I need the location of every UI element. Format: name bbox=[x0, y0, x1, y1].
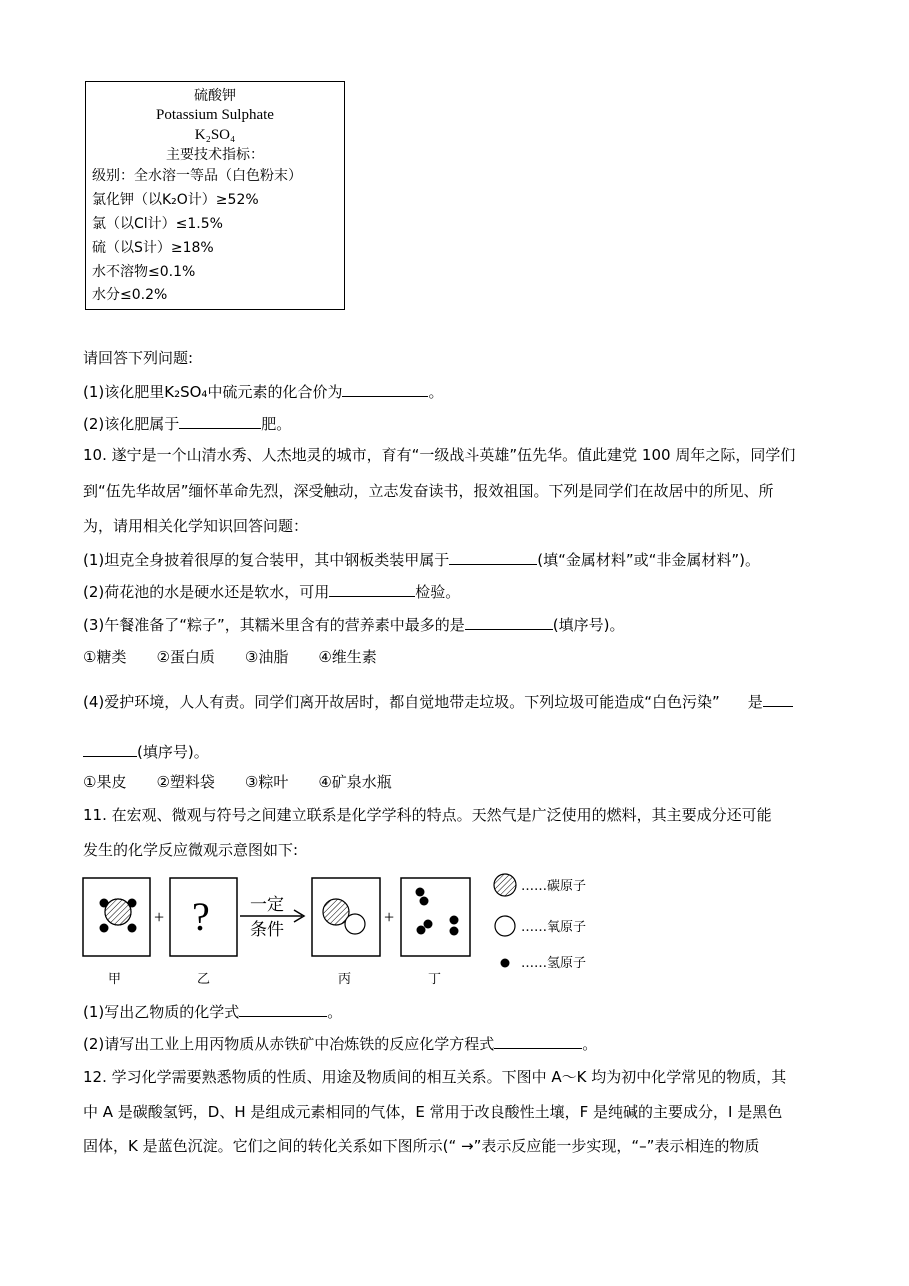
reaction-diagram bbox=[80, 868, 600, 988]
label-name-cn: 硫酸钾 bbox=[194, 88, 236, 104]
q11-part1-text: (1)写出乙物质的化学式 bbox=[83, 1003, 240, 1021]
label-spec: 氯（以Cl计）≤1.5% bbox=[92, 216, 223, 232]
fertilizer-label bbox=[85, 81, 345, 310]
label-heading: 主要技术指标： bbox=[166, 147, 264, 163]
q9-part2-text: (2)该化肥属于 bbox=[83, 415, 180, 433]
label-spec: 氯化钾（以K₂O计）≥52% bbox=[92, 192, 259, 208]
q11-part1-end: 。 bbox=[327, 1003, 343, 1021]
option: ②塑料袋 bbox=[156, 773, 215, 791]
q10-part1 bbox=[83, 548, 760, 571]
answer-blank[interactable] bbox=[342, 380, 428, 397]
answer-blank[interactable] bbox=[329, 580, 415, 597]
answer-blank[interactable] bbox=[763, 690, 793, 707]
q12-stem-line: 固体，K 是蓝色沉淀。它们之间的转化关系如下图所示(“ →”表示反应能一步实现，“–”表示相连的物质 bbox=[83, 1137, 760, 1155]
q9-part1-text: (1)该化肥里K₂SO₄中硫元素的化合价为 bbox=[83, 383, 343, 401]
label-yi: 乙 bbox=[197, 972, 211, 987]
q10-part4-cont bbox=[83, 740, 209, 763]
condition-top: 一定 bbox=[250, 895, 284, 915]
q11-stem-line: 发生的化学反应微观示意图如下: bbox=[83, 841, 299, 859]
label-jia: 甲 bbox=[108, 972, 122, 987]
q12-stem-line: 12. 学习化学需要熟悉物质的性质、用途及物质间的相互关系。下图中 A～K 均为初中化学常见的物质，其 bbox=[83, 1068, 787, 1086]
q11-part2 bbox=[83, 1032, 597, 1055]
q11-part2-text: (2)请写出工业上用丙物质从赤铁矿中冶炼铁的反应化学方程式 bbox=[83, 1035, 495, 1053]
q10-part4-text: (4)爱护环境，人人有责。同学们离开故居时，都自觉地带走垃圾。下列垃圾可能造成“白色污染” bbox=[83, 693, 720, 711]
option: ④维生素 bbox=[318, 648, 377, 666]
condition-bottom: 条件 bbox=[250, 920, 284, 940]
q9-part2 bbox=[83, 412, 291, 435]
q9-part1 bbox=[83, 380, 443, 403]
label-bing: 丙 bbox=[338, 972, 352, 987]
q10-part3-text: (3)午餐准备了“粽子”，其糯米里含有的营养素中最多的是 bbox=[83, 616, 465, 634]
label-spec: 硫（以S计）≥18% bbox=[92, 240, 214, 256]
answer-blank[interactable] bbox=[179, 412, 261, 429]
q10-part3-options bbox=[83, 646, 377, 668]
label-formula: K₂SO₄ bbox=[194, 127, 236, 143]
q10-stem-line: 为，请用相关化学知识回答问题： bbox=[83, 517, 309, 535]
box-ding bbox=[401, 878, 470, 956]
label-spec: 级别：全水溶一等品（白色粉末） bbox=[92, 168, 302, 184]
label-spec: 水不溶物≤0.1% bbox=[92, 264, 196, 280]
hydrogen-atom-icon bbox=[501, 959, 510, 968]
q10-stem-line: 到“伍先华故居”缅怀革命先烈，深受触动，立志发奋读书，报效祖国。下列是同学们在故居中的所见、所 bbox=[83, 482, 774, 500]
oxygen-atom-icon bbox=[495, 916, 515, 936]
answer-blank[interactable] bbox=[239, 1000, 327, 1017]
q9-intro: 请回答下列问题: bbox=[83, 349, 194, 367]
label-spec: 水分≤0.2% bbox=[92, 287, 168, 303]
co-molecule bbox=[323, 899, 365, 934]
q10-part2-text: (2)荷花池的水是硬水还是软水，可用 bbox=[83, 583, 330, 601]
option: ①糖类 bbox=[83, 648, 127, 666]
unknown-mark: ? bbox=[192, 894, 210, 939]
q11-part1 bbox=[83, 1000, 342, 1023]
answer-blank[interactable] bbox=[449, 548, 537, 565]
option: ③粽叶 bbox=[244, 773, 289, 791]
plus-sign: + bbox=[384, 907, 395, 927]
carbon-atom-icon bbox=[494, 874, 516, 896]
answer-blank[interactable] bbox=[83, 740, 137, 757]
q10-part1-text: (1)坦克全身披着很厚的复合装甲，其中钢板类装甲属于 bbox=[83, 551, 450, 569]
q10-part4-end: (填序号)。 bbox=[137, 743, 209, 761]
q9-part2-end: 肥。 bbox=[261, 415, 292, 433]
q12-stem-line: 中 A 是碳酸氢钙，D、H 是组成元素相同的气体，E 常用于改良酸性土壤，F 是纯碱的主要成分，I 是黑色 bbox=[83, 1103, 783, 1121]
answer-blank[interactable] bbox=[494, 1032, 582, 1049]
option: ①果皮 bbox=[83, 773, 127, 791]
q10-part1-end: (填“金属材料”或“非金属材料”)。 bbox=[537, 551, 761, 569]
answer-blank[interactable] bbox=[465, 613, 553, 630]
q10-part4 bbox=[83, 690, 793, 713]
legend-hydrogen: ……氢原子 bbox=[521, 956, 587, 971]
methane-molecule bbox=[100, 899, 137, 933]
legend-carbon: ……碳原子 bbox=[521, 879, 587, 894]
label-name-en: Potassium Sulphate bbox=[156, 107, 274, 123]
q10-stem-line: 10. 遂宁是一个山清水秀、人杰地灵的城市，育有“一级战斗英雄”伍先华。值此建党 100 周年之际，同学们 bbox=[83, 446, 796, 464]
plus-sign: + bbox=[154, 907, 165, 927]
q9-part1-end: 。 bbox=[428, 383, 444, 401]
q10-part3 bbox=[83, 613, 625, 636]
q11-part2-end: 。 bbox=[582, 1035, 598, 1053]
hydrogen-molecules bbox=[416, 888, 459, 936]
q10-part3-end: (填序号)。 bbox=[552, 616, 625, 634]
q10-part2 bbox=[83, 580, 460, 603]
legend-oxygen: ……氧原子 bbox=[521, 920, 587, 935]
option: ②蛋白质 bbox=[156, 648, 215, 666]
q11-stem-line: 11. 在宏观、微观与符号之间建立联系是化学学科的特点。天然气是广泛使用的燃料，其主要成分还可能 bbox=[83, 806, 772, 824]
option: ④矿泉水瓶 bbox=[318, 773, 392, 791]
q10-part2-end: 检验。 bbox=[415, 583, 461, 601]
option: ③油脂 bbox=[244, 648, 289, 666]
q10-part4-options bbox=[83, 771, 392, 793]
q10-part4-mid: 是 bbox=[747, 693, 763, 711]
label-ding: 丁 bbox=[428, 972, 442, 987]
